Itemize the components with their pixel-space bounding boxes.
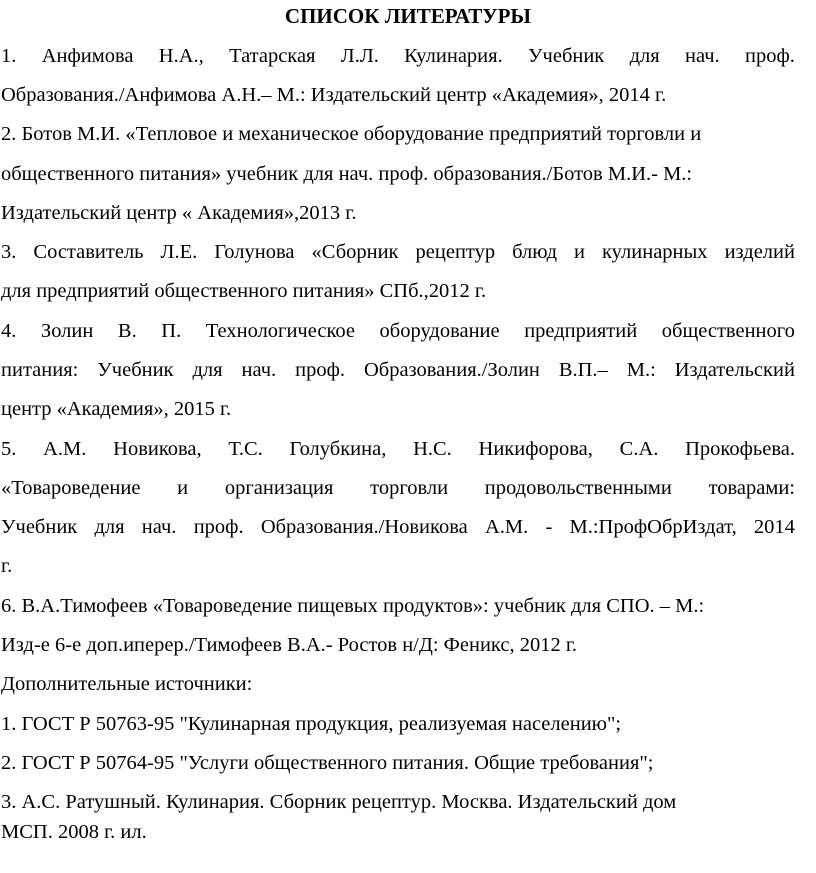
word: питания: xyxy=(1,359,79,381)
word: проф. xyxy=(745,45,795,67)
word: Новикова, xyxy=(113,438,202,460)
word: 5. xyxy=(1,438,17,460)
section-heading: Дополнительные источники: xyxy=(1,673,253,695)
text-line xyxy=(1,317,795,345)
word: Образования./Золин xyxy=(363,359,540,381)
text-line: Образования./Анфимова А.Н.– М.: Издательский центр «Академия», 2014 г. xyxy=(1,84,667,106)
text-line: г. xyxy=(1,555,13,577)
word: и xyxy=(177,477,189,499)
text-line: 2. Ботов М.И. «Тепловое и механическое оборудование предприятий торговли и xyxy=(1,123,702,145)
word: Технологическое xyxy=(205,320,355,342)
text-line: центр «Академия», 2015 г. xyxy=(1,398,232,420)
word: Учебник xyxy=(528,45,605,67)
text-line xyxy=(1,435,795,463)
word: и xyxy=(574,241,585,263)
word: блюд xyxy=(512,241,557,263)
word: нач. xyxy=(141,516,177,538)
word: Т.С. xyxy=(228,438,263,460)
word: Голунова xyxy=(214,241,295,263)
word: организация xyxy=(224,477,334,499)
word: - xyxy=(545,516,553,538)
text-line: общественного питания» учебник для нач. проф. образования./Ботов М.И.- М.: xyxy=(1,163,693,185)
text-line: 3. А.С. Ратушный. Кулинария. Сборник рецептур. Москва. Издательский дом xyxy=(1,791,677,813)
word: товарами: xyxy=(708,477,795,499)
word: 2014 xyxy=(753,516,795,538)
word: Голубкина, xyxy=(289,438,387,460)
word: проф. xyxy=(295,359,346,381)
word: В. xyxy=(117,320,137,342)
text-line: Изд-е 6-е доп.иперер./Тимофеев В.А.- Ростов н/Д: Феникс, 2012 г. xyxy=(1,634,578,656)
word: Учебник xyxy=(1,516,78,538)
word: Татарская xyxy=(229,45,316,67)
word: «Товароведение xyxy=(1,477,141,499)
word: Л.Л. xyxy=(340,45,379,67)
text-line: 6. В.А.Тимофеев «Товароведение пищевых продуктов»: учебник для СПО. – М.: xyxy=(1,595,705,617)
word: Л.Е. xyxy=(160,241,198,263)
word: Составитель xyxy=(33,241,144,263)
word: кулинарных xyxy=(602,241,708,263)
text-line xyxy=(1,42,795,70)
text-line: Издательский центр « Академия»,2013 г. xyxy=(1,202,357,224)
text-line: 2. ГОСТ Р 50764-95 "Услуги общественного питания. Общие требования"; xyxy=(1,752,654,774)
word: «Сборник xyxy=(311,241,399,263)
text-line xyxy=(1,513,795,541)
word: нач. xyxy=(241,359,277,381)
word: Анфимова xyxy=(41,45,134,67)
word: общественного xyxy=(661,320,795,342)
word: Н.С. xyxy=(413,438,452,460)
word: Издательский xyxy=(674,359,795,381)
word: В.П.– xyxy=(558,359,608,381)
word: А.М. xyxy=(484,516,529,538)
text-line xyxy=(1,238,795,266)
word: для xyxy=(629,45,660,67)
word: Образования./Новикова xyxy=(260,516,468,538)
word: Прокофьева. xyxy=(685,438,795,460)
word: Никифорова, xyxy=(478,438,593,460)
word: А.М. xyxy=(43,438,87,460)
page-title: СПИСОК ЛИТЕРАТУРЫ xyxy=(284,4,532,28)
word: продовольственными xyxy=(484,477,672,499)
word: 1. xyxy=(1,45,17,67)
text-line xyxy=(1,356,795,384)
word: 4. xyxy=(1,320,17,342)
word: П. xyxy=(161,320,182,342)
word: предприятий xyxy=(524,320,638,342)
word: Золин xyxy=(40,320,94,342)
text-line: МСП. 2008 г. ил. xyxy=(1,821,147,843)
word: Учебник xyxy=(97,359,174,381)
word: для xyxy=(192,359,223,381)
word: Н.А., xyxy=(158,45,204,67)
text-line: для предприятий общественного питания» СПб.,2012 г. xyxy=(1,280,487,302)
word: 3. xyxy=(1,241,17,263)
word: С.А. xyxy=(619,438,659,460)
word: изделий xyxy=(724,241,795,263)
word: рецептур xyxy=(415,241,496,263)
word: оборудование xyxy=(379,320,500,342)
word: нач. xyxy=(685,45,720,67)
word: для xyxy=(94,516,125,538)
word: проф. xyxy=(193,516,244,538)
word: Кулинария. xyxy=(404,45,503,67)
text-line: 1. ГОСТ Р 50763-95 "Кулинарная продукция, реализуемая населению"; xyxy=(1,713,622,735)
text-line xyxy=(1,474,795,502)
word: М.: xyxy=(626,359,656,381)
word: торговли xyxy=(370,477,449,499)
word: М.:ПрофОбрИздат, xyxy=(569,516,737,538)
